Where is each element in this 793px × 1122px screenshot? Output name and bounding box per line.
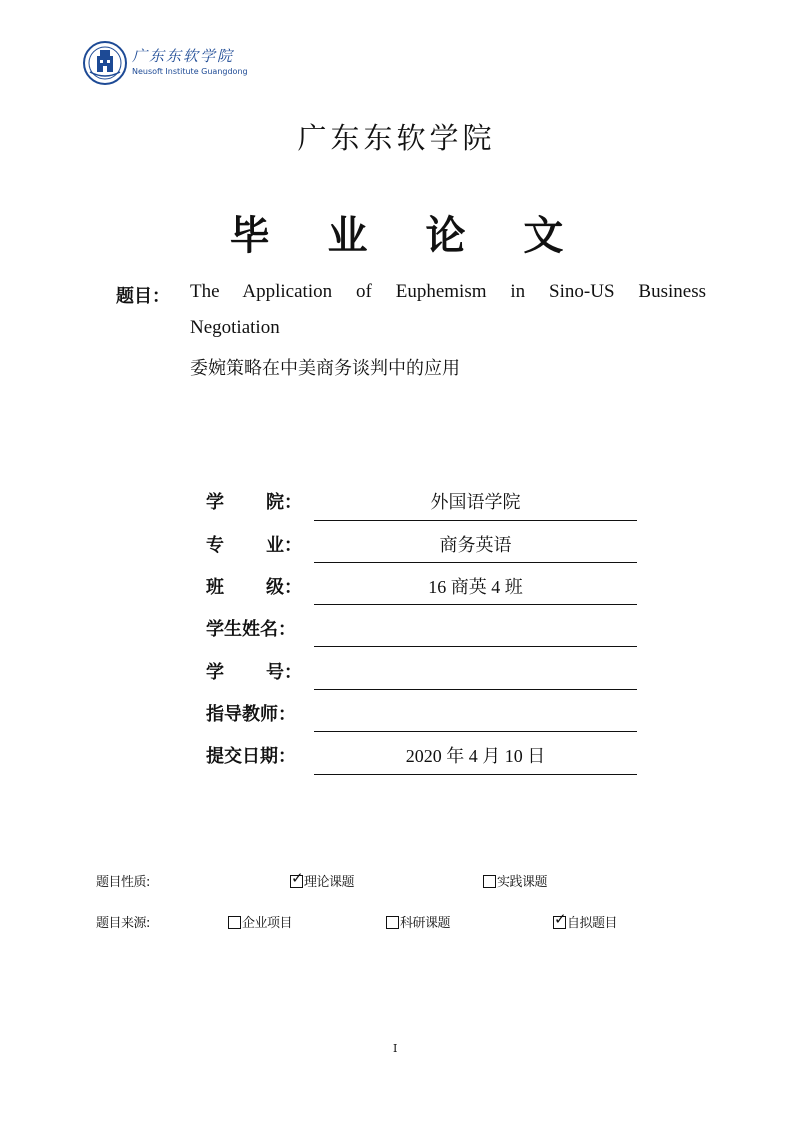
topic-english-line-2: Negotiation [190, 317, 280, 338]
student-name-label: 学生姓名： [206, 619, 296, 640]
major-underline [314, 562, 637, 563]
school-title: 广东东软学院 [297, 121, 496, 155]
advisor-label: 指导教师： [206, 704, 296, 725]
school-logo [82, 40, 252, 86]
class-value: 16 商英 4 班 [428, 577, 523, 597]
class-label: 班 级： [206, 577, 302, 598]
source-label: 题目来源: [96, 916, 150, 931]
college-label: 学 院： [206, 492, 302, 513]
logo-english-name: Neusoft Institute Guangdong [132, 67, 248, 76]
submit-date-label: 提交日期： [206, 746, 296, 767]
nature-label: 题目性质: [96, 875, 150, 890]
advisor-underline [314, 731, 637, 732]
college-underline [314, 520, 637, 521]
page-number: I [393, 1042, 398, 1055]
checkbox-unchecked-icon[interactable] [228, 916, 241, 929]
source-option-self-proposed[interactable]: ✓ 自拟题目 [554, 910, 618, 931]
topic-english-line-1: The Application of Euphemism in Sino-US Business [190, 281, 706, 302]
college-value: 外国语学院 [430, 492, 521, 512]
school-emblem-icon [82, 40, 128, 86]
submit-date-value: 2020 年 4 月 10 日 [405, 746, 546, 766]
major-value: 商务英语 [439, 535, 512, 555]
checkbox-unchecked-icon[interactable] [386, 916, 399, 929]
student-id-underline [314, 689, 637, 690]
student-id-label: 学 号： [206, 662, 302, 683]
source-option-enterprise[interactable]: 企业项目 [228, 912, 292, 931]
checkbox-checked-icon[interactable]: ✓ [554, 910, 567, 928]
source-option-research[interactable]: 科研课题 [386, 912, 450, 931]
checkbox-unchecked-icon[interactable] [483, 875, 496, 888]
nature-option-practice[interactable]: 实践课题 [483, 871, 547, 890]
checkbox-checked-icon[interactable]: ✓ [291, 869, 304, 887]
student-name-underline [314, 646, 637, 647]
document-type-title: 毕 业 论 文 [229, 212, 586, 259]
logo-chinese-name: 广东东软学院 [132, 47, 235, 65]
class-underline [314, 604, 637, 605]
major-label: 专 业： [206, 535, 302, 556]
nature-option-theory[interactable]: ✓ 理论课题 [291, 869, 355, 890]
submit-date-underline [314, 774, 637, 775]
topic-chinese: 委婉策略在中美商务谈判中的应用 [190, 358, 460, 379]
topic-label: 题目： [116, 286, 170, 307]
